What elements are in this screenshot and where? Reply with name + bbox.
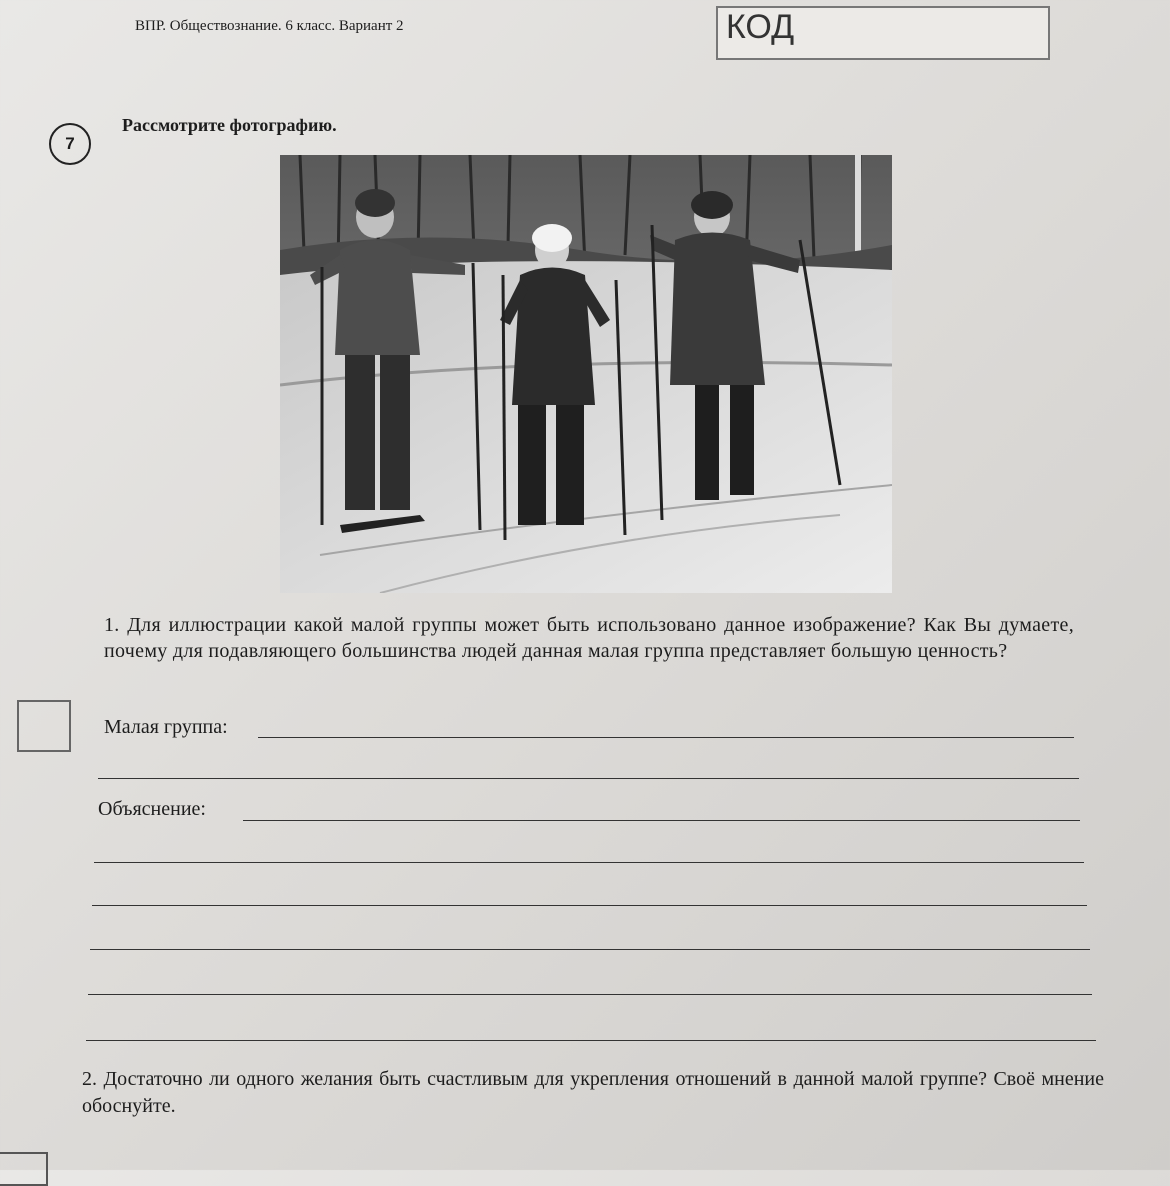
answer-line[interactable]	[86, 1040, 1096, 1041]
answer-line[interactable]	[90, 949, 1090, 950]
score-box-bottom[interactable]	[0, 1152, 48, 1186]
code-box[interactable]	[716, 6, 1050, 60]
explanation-answer-line[interactable]	[243, 820, 1080, 821]
header-title: ВПР. Обществознание. 6 класс. Вариант 2	[135, 18, 404, 34]
task-number: 7	[49, 123, 91, 165]
answer-line[interactable]	[98, 778, 1079, 779]
explanation-label: Объяснение:	[98, 798, 206, 820]
question-1: 1. Для иллюстрации какой малой группы может быть использовано данное изображение? Как Вы думаете, почему для подавляющего большинства людей данная малая группа представляет большую ценность?	[104, 614, 1074, 662]
score-box[interactable]	[17, 700, 71, 752]
code-label: КОД	[726, 8, 795, 46]
skiers-photo	[280, 155, 892, 593]
small-group-answer-line[interactable]	[258, 737, 1074, 738]
task-instruction: Рассмотрите фотографию.	[122, 115, 337, 135]
small-group-label: Малая группа:	[104, 716, 228, 738]
answer-line[interactable]	[94, 862, 1084, 863]
answer-line[interactable]	[88, 994, 1092, 995]
answer-line[interactable]	[92, 905, 1087, 906]
question-2: 2. Достаточно ли одного желания быть счастливым для укрепления отношений в данной малой группе? Своё мнение обоснуйте.	[82, 1068, 1104, 1117]
